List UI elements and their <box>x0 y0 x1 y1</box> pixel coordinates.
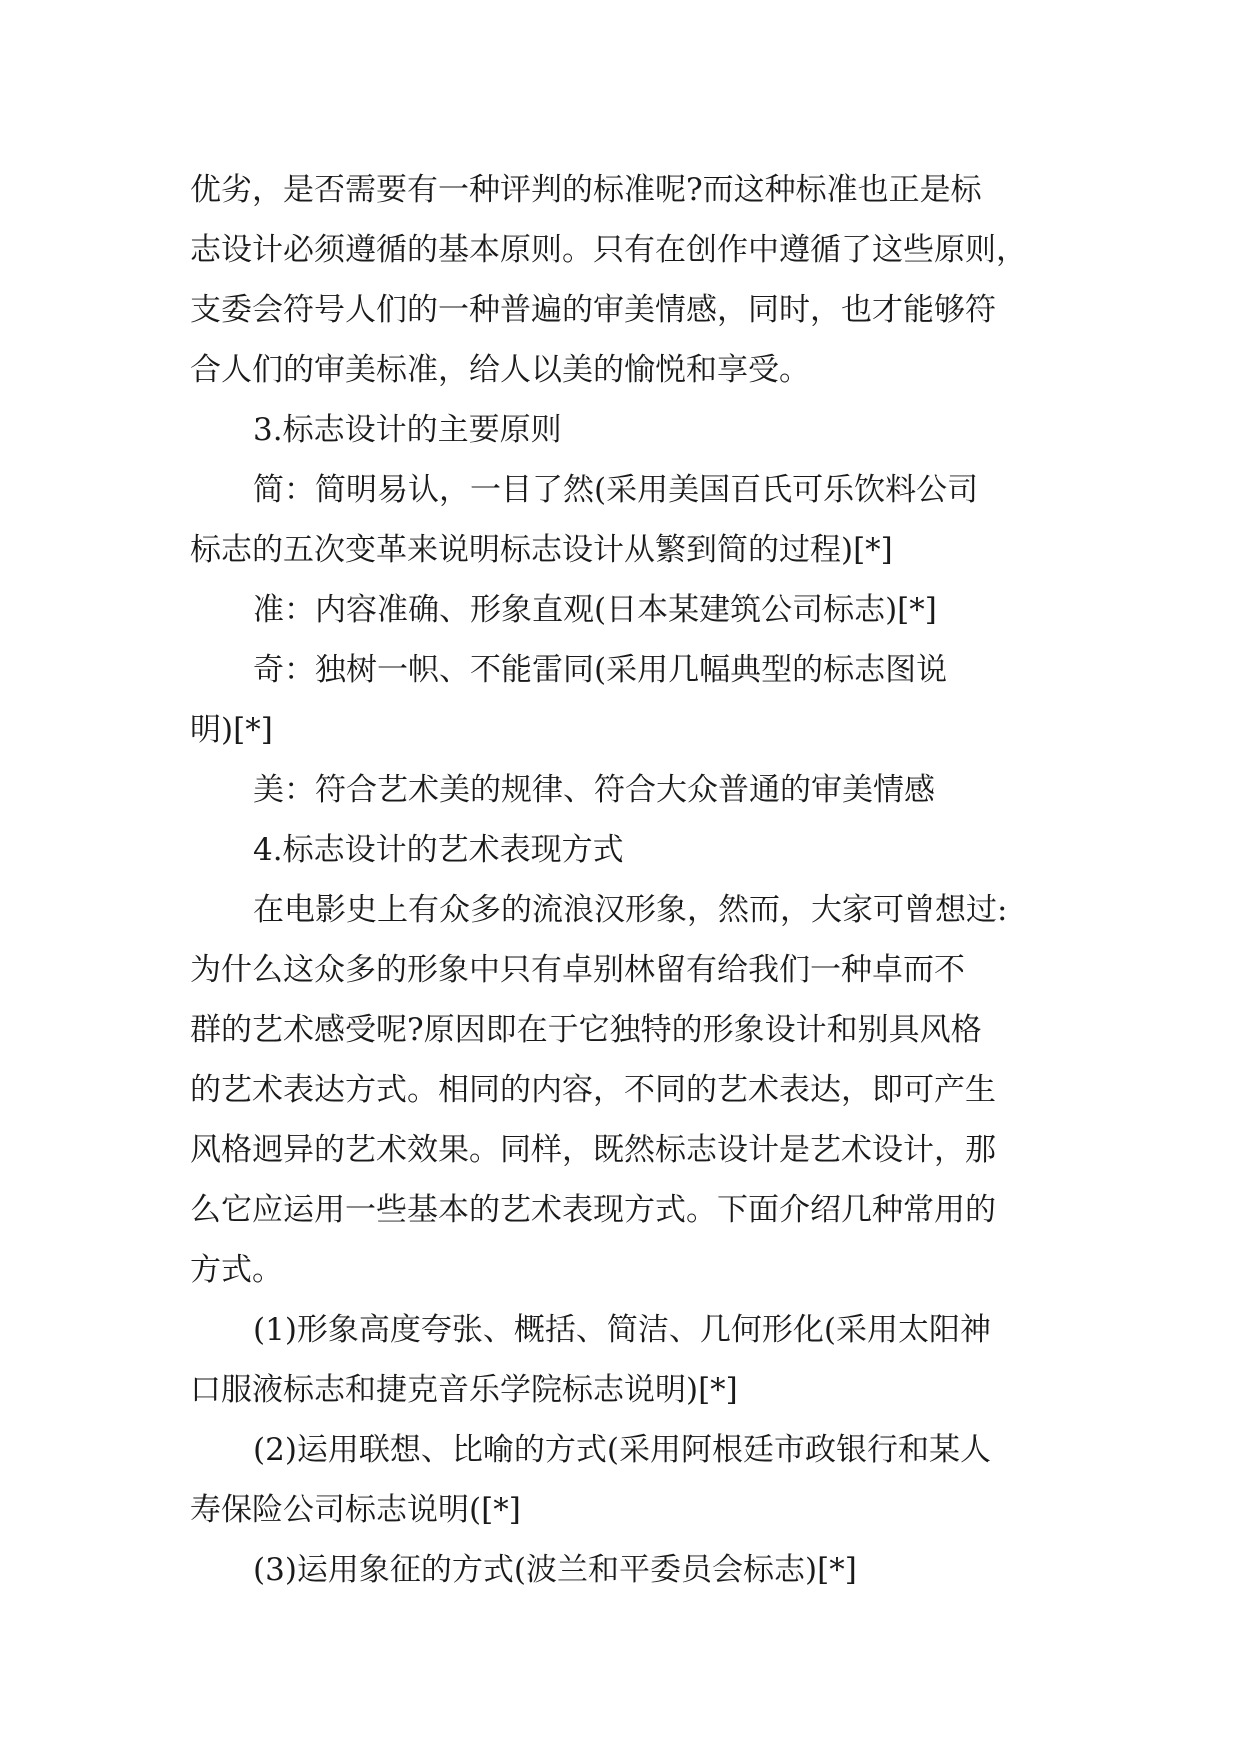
text-line: (3)运用象征的方式(波兰和平委员会标志)[*] <box>253 1552 857 1588</box>
section-heading: 3.标志设计的主要原则 <box>253 412 562 448</box>
text-line: (1)形象高度夸张、概括、简洁、几何形化(采用太阳神 <box>253 1312 992 1348</box>
text-line: 合人们的审美标准，给人以美的愉悦和享受。 <box>190 352 810 388</box>
text-line: 方式。 <box>190 1252 283 1288</box>
text-line: 的艺术表达方式。相同的内容，不同的艺术表达，即可产生 <box>190 1072 996 1108</box>
text-line: 风格迥异的艺术效果。同样，既然标志设计是艺术设计，那 <box>190 1132 996 1168</box>
text-line: 支委会符号人们的一种普遍的审美情感，同时，也才能够符 <box>190 292 996 328</box>
section-heading: 4.标志设计的艺术表现方式 <box>253 832 624 868</box>
text-line: 志设计必须遵循的基本原则。只有在创作中遵循了这些原则， <box>190 232 1027 268</box>
text-line: 寿保险公司标志说明([*] <box>190 1492 521 1528</box>
text-line: 简：简明易认，一目了然(采用美国百氏可乐饮料公司 <box>253 472 979 508</box>
text-line: 群的艺术感受呢?原因即在于它独特的形象设计和别具风格 <box>190 1012 982 1048</box>
text-line: 标志的五次变革来说明标志设计从繁到简的过程)[*] <box>190 532 893 568</box>
text-line: 美：符合艺术美的规律、符合大众普通的审美情感 <box>253 772 935 808</box>
text-line: 优劣，是否需要有一种评判的标准呢?而这种标准也正是标 <box>190 172 982 208</box>
text-line: 在电影史上有众多的流浪汉形象，然而，大家可曾想过: <box>253 892 1008 928</box>
text-line: 准：内容准确、形象直观(日本某建筑公司标志)[*] <box>253 592 937 628</box>
text-line: 为什么这众多的形象中只有卓别林留有给我们一种卓而不 <box>190 952 965 988</box>
text-line: (2)运用联想、比喻的方式(采用阿根廷市政银行和某人 <box>253 1432 992 1468</box>
text-line: 口服液标志和捷克音乐学院标志说明)[*] <box>190 1372 738 1408</box>
text-line: 奇：独树一帜、不能雷同(采用几幅典型的标志图说 <box>253 652 948 688</box>
text-line: 明)[*] <box>190 712 273 748</box>
text-line: 么它应运用一些基本的艺术表现方式。下面介绍几种常用的 <box>190 1192 996 1228</box>
document-body <box>190 160 1090 1600</box>
